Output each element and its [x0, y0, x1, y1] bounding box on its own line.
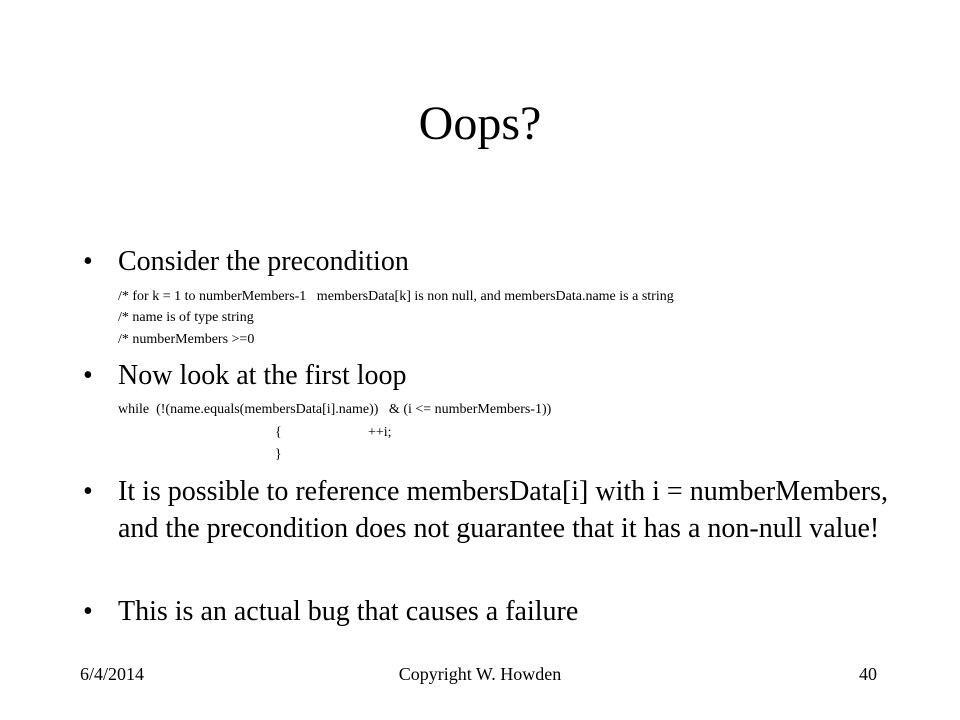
- bullet-1-text: Consider the precondition: [118, 246, 409, 277]
- precondition-line-3: /* numberMembers >=0: [118, 332, 255, 347]
- bullet-marker: •: [83, 476, 93, 507]
- bullet-marker: •: [83, 596, 93, 627]
- loop-line-1: while (!(name.equals(membersData[i].name)) & (i <= numberMembers-1)): [118, 402, 552, 417]
- precondition-line-1: /* for k = 1 to numberMembers-1 membersData[k] is non null, and membersData.name is a string: [118, 289, 674, 304]
- loop-line-2: {: [275, 425, 282, 440]
- footer-copyright: Copyright W. Howden: [398, 664, 562, 684]
- bullet-2-text: Now look at the first loop: [118, 360, 407, 391]
- loop-line-3: ++i;: [368, 425, 392, 440]
- slide-title: Oops?: [418, 97, 542, 150]
- footer-date: 6/4/2014: [80, 664, 145, 684]
- bullet-marker: •: [83, 360, 93, 391]
- bullet-marker: •: [83, 246, 93, 277]
- bullet-3-text: It is possible to reference membersData[i] with i = numberMembers, and the precondition does not guarantee that it has a non-null value!: [118, 476, 888, 544]
- footer-page-number: 40: [859, 664, 877, 684]
- loop-line-4: }: [275, 447, 282, 462]
- bullet-4-text: This is an actual bug that causes a failure: [118, 596, 579, 627]
- precondition-line-2: /* name is of type string: [118, 310, 254, 325]
